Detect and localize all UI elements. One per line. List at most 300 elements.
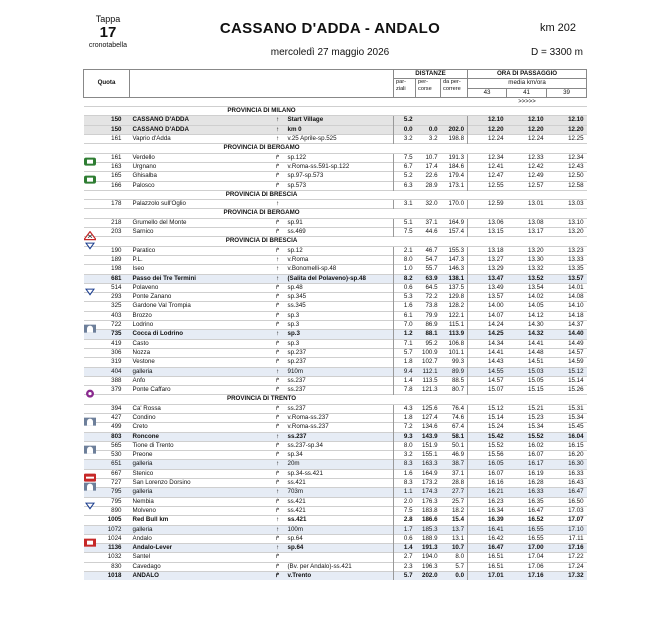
covered-km: 143.9 xyxy=(416,432,441,441)
elevation: 651 xyxy=(84,460,130,469)
elevation: 1018 xyxy=(84,572,130,581)
road: ss.237 xyxy=(286,432,394,441)
remaining-km: 191.3 xyxy=(441,153,468,162)
road: sp.64 xyxy=(286,534,394,543)
location-name: ANDALO xyxy=(130,572,270,581)
remaining-km: 27.7 xyxy=(441,488,468,497)
covered-km: 134.6 xyxy=(416,423,441,432)
covered-km: 95.2 xyxy=(416,339,441,348)
road: ss.421 xyxy=(286,506,394,515)
time-43: 12.55 xyxy=(468,181,507,190)
location-name: Ponte Caffaro xyxy=(130,386,270,395)
location-name: San Lorenzo Dorsino xyxy=(130,479,270,488)
location-name: Ghisalba xyxy=(130,172,270,181)
location-name: Andalo xyxy=(130,534,270,543)
covered-km: 102.7 xyxy=(416,358,441,367)
time-43: 14.25 xyxy=(468,330,507,339)
remaining-km: 101.1 xyxy=(441,348,468,357)
location-name: Lodrino xyxy=(130,321,270,330)
time-39: 15.26 xyxy=(547,386,587,395)
timetable-row xyxy=(84,200,587,209)
direction-icon: ↱ xyxy=(270,162,286,171)
location-name: Grumello del Monte xyxy=(130,218,270,227)
partial-km: 5.3 xyxy=(394,293,416,302)
covered-km: 186.6 xyxy=(416,516,441,525)
direction-icon: ↱ xyxy=(270,441,286,450)
partial-km: 7.5 xyxy=(394,153,416,162)
partial-km: 9.4 xyxy=(394,367,416,376)
location-name: galleria xyxy=(130,460,270,469)
partial-km: 6.7 xyxy=(394,162,416,171)
road: sp.64 xyxy=(286,544,394,553)
elevation: 1024 xyxy=(84,534,130,543)
elevation: 203 xyxy=(84,228,130,237)
gpm-icon xyxy=(84,497,96,506)
partial-km: 8.0 xyxy=(394,441,416,450)
direction-icon: ↱ xyxy=(270,181,286,190)
covered-km: 3.2 xyxy=(416,135,441,144)
time-39: 17.11 xyxy=(547,534,587,543)
time-41: 17.16 xyxy=(507,572,547,581)
partial-km: 1.1 xyxy=(394,488,416,497)
time-43: 12.47 xyxy=(468,172,507,181)
finish-icon xyxy=(84,534,96,543)
time-41: 16.47 xyxy=(507,506,547,515)
time-41: 16.55 xyxy=(507,534,547,543)
timetable-row xyxy=(84,460,587,469)
partial-km: 2.8 xyxy=(394,516,416,525)
direction-icon: ↱ xyxy=(270,386,286,395)
elevation: 530 xyxy=(84,451,130,460)
province-name: PROVINCIA DI BERGAMO xyxy=(130,144,394,153)
covered-km: 79.9 xyxy=(416,311,441,320)
time-41: 14.51 xyxy=(507,358,547,367)
time-39: 13.33 xyxy=(547,255,587,264)
direction-icon: ↑ xyxy=(270,255,286,264)
direction-icon: ↑ xyxy=(270,274,286,283)
time-41: 13.54 xyxy=(507,283,547,292)
partial-km: 0.6 xyxy=(394,534,416,543)
timetable-row xyxy=(84,358,587,367)
time-39: 16.15 xyxy=(547,441,587,450)
covered-km: 188.9 xyxy=(416,534,441,543)
time-39: 13.20 xyxy=(547,228,587,237)
elevation: 1005 xyxy=(84,516,130,525)
time-43: 16.51 xyxy=(468,553,507,562)
elevation: 150 xyxy=(84,125,130,134)
gpm-icon xyxy=(84,237,96,246)
covered-km: 112.1 xyxy=(416,367,441,376)
covered-km xyxy=(416,116,441,125)
time-39: 12.34 xyxy=(547,153,587,162)
remaining-header: da per-correre xyxy=(441,79,468,98)
time-39: 17.16 xyxy=(547,544,587,553)
elevation: 681 xyxy=(84,274,130,283)
flag-icon xyxy=(84,153,96,162)
direction-icon: ↑ xyxy=(270,265,286,274)
time-43: 13.47 xyxy=(468,274,507,283)
road: sp.3 xyxy=(286,339,394,348)
covered-km: 73.8 xyxy=(416,302,441,311)
time-43: 16.23 xyxy=(468,497,507,506)
elevation: 727 xyxy=(84,479,130,488)
remaining-km: 202.0 xyxy=(441,125,468,134)
tunnel-icon xyxy=(84,441,96,450)
elevation: 403 xyxy=(84,311,130,320)
time-43: 16.41 xyxy=(468,525,507,534)
direction-icon: ↱ xyxy=(270,572,286,581)
road: (Salita del Polaveno)-sp.48 xyxy=(286,274,394,283)
direction-icon: ↱ xyxy=(270,172,286,181)
time-43: 14.00 xyxy=(468,302,507,311)
remaining-km: 74.6 xyxy=(441,413,468,422)
covered-km: 32.0 xyxy=(416,200,441,209)
time-39: 16.04 xyxy=(547,432,587,441)
remaining-km: 106.8 xyxy=(441,339,468,348)
time-41: 14.30 xyxy=(507,321,547,330)
stage-number-block xyxy=(78,14,138,51)
province-row xyxy=(84,144,587,153)
covered-km: 164.9 xyxy=(416,469,441,478)
elevation: 1136 xyxy=(84,544,130,553)
location-name: Nozza xyxy=(130,348,270,357)
partial-km: 5.2 xyxy=(394,116,416,125)
time-41: 16.35 xyxy=(507,497,547,506)
elevation: 189 xyxy=(84,255,130,264)
location-name: Stenico xyxy=(130,469,270,478)
timetable-row xyxy=(84,265,587,274)
elevation: 163 xyxy=(84,162,130,171)
partial-km: 1.8 xyxy=(394,413,416,422)
time-39: 14.59 xyxy=(547,358,587,367)
direction-icon: ↱ xyxy=(270,321,286,330)
time-41: 12.42 xyxy=(507,162,547,171)
direction-icon: ↱ xyxy=(270,339,286,348)
elevation: 890 xyxy=(84,506,130,515)
location-name: Iseo xyxy=(130,265,270,274)
time-43: 15.52 xyxy=(468,441,507,450)
time-39: 14.49 xyxy=(547,339,587,348)
elevation: 499 xyxy=(84,423,130,432)
time-39: 12.50 xyxy=(547,172,587,181)
road: v.Roma-ss.237 xyxy=(286,423,394,432)
time-39: 15.12 xyxy=(547,367,587,376)
covered-km: 183.8 xyxy=(416,506,441,515)
partial-km: 2.0 xyxy=(394,497,416,506)
elevation: 319 xyxy=(84,358,130,367)
partial-km: 1.8 xyxy=(394,358,416,367)
time-41: 14.12 xyxy=(507,311,547,320)
partial-km: 9.3 xyxy=(394,432,416,441)
time-39: 16.30 xyxy=(547,460,587,469)
road: (Bv. per Andalo)-ss.421 xyxy=(286,562,394,571)
road: ss.345 xyxy=(286,302,394,311)
location-name: Verdello xyxy=(130,153,270,162)
time-41: 16.55 xyxy=(507,525,547,534)
timetable-row xyxy=(84,116,587,125)
timetable-row xyxy=(84,228,587,237)
partial-km: 3.2 xyxy=(394,451,416,460)
remaining-km: 146.3 xyxy=(441,265,468,274)
location-name: Brozzo xyxy=(130,311,270,320)
timetable-row xyxy=(84,274,587,283)
elevation: 150 xyxy=(84,116,130,125)
times-header: ORA DI PASSAGGIO xyxy=(468,70,587,79)
time-43: 16.07 xyxy=(468,469,507,478)
province-row xyxy=(84,237,587,246)
road: v.Roma xyxy=(286,255,394,264)
partial-km: 6.3 xyxy=(394,181,416,190)
covered-km: 100.9 xyxy=(416,348,441,357)
remaining-km: 115.1 xyxy=(441,321,468,330)
elevation: 795 xyxy=(84,488,130,497)
remaining-km: 137.5 xyxy=(441,283,468,292)
remaining-km: 28.8 xyxy=(441,479,468,488)
location-name: Paratico xyxy=(130,246,270,255)
time-43: 12.59 xyxy=(468,200,507,209)
partial-km: 1.7 xyxy=(394,525,416,534)
time-41: 15.15 xyxy=(507,386,547,395)
covered-km: 55.7 xyxy=(416,265,441,274)
timetable-row xyxy=(84,246,587,255)
time-41: 13.20 xyxy=(507,246,547,255)
timetable-row xyxy=(84,544,587,553)
elevation: 722 xyxy=(84,321,130,330)
covered-km: 151.9 xyxy=(416,441,441,450)
timetable-row xyxy=(84,432,587,441)
remaining-km: 5.7 xyxy=(441,562,468,571)
quota-header: Quota xyxy=(84,70,130,98)
direction-icon: ↱ xyxy=(270,348,286,357)
covered-header: per-corse xyxy=(416,79,441,98)
remaining-km: 164.9 xyxy=(441,218,468,227)
road: ss.237-sp.34 xyxy=(286,441,394,450)
road: sp.237 xyxy=(286,348,394,357)
road: sp.345 xyxy=(286,293,394,302)
remaining-km: 25.7 xyxy=(441,497,468,506)
time-41: 16.28 xyxy=(507,479,547,488)
remaining-km: 10.7 xyxy=(441,544,468,553)
time-39: 14.57 xyxy=(547,348,587,357)
road xyxy=(286,200,394,209)
time-41: 13.17 xyxy=(507,228,547,237)
remaining-km: 129.8 xyxy=(441,293,468,302)
remaining-km: 173.1 xyxy=(441,181,468,190)
time-41: 13.08 xyxy=(507,218,547,227)
elevation: 161 xyxy=(84,153,130,162)
partial-km: 1.6 xyxy=(394,302,416,311)
timetable-row xyxy=(84,386,587,395)
time-39: 16.47 xyxy=(547,488,587,497)
covered-km: 22.6 xyxy=(416,172,441,181)
covered-km: 17.4 xyxy=(416,162,441,171)
stage-label: Tappa xyxy=(95,14,121,24)
timetable-row xyxy=(84,497,587,506)
road: sp.34-ss.421 xyxy=(286,469,394,478)
road: ss.237 xyxy=(286,404,394,413)
elevation-gain: D = 3300 m xyxy=(531,47,583,58)
partial-km: 1.2 xyxy=(394,330,416,339)
timetable xyxy=(83,69,587,580)
direction-icon: ↱ xyxy=(270,469,286,478)
elevation: 735 xyxy=(84,330,130,339)
timetable-row xyxy=(84,376,587,385)
time-41: 12.24 xyxy=(507,135,547,144)
location-name: Palazzolo sull'Oglio xyxy=(130,200,270,209)
timetable-row xyxy=(84,525,587,534)
remaining-km: 37.1 xyxy=(441,469,468,478)
road: 100m xyxy=(286,525,394,534)
elevation: 667 xyxy=(84,469,130,478)
location-name: CASSANO D'ADDA xyxy=(130,116,270,125)
time-41: 16.17 xyxy=(507,460,547,469)
location-name: Tione di Trento xyxy=(130,441,270,450)
direction-icon: ↱ xyxy=(270,553,286,562)
timetable-row xyxy=(84,534,587,543)
road: v.Roma-ss.591-sp.122 xyxy=(286,162,394,171)
remaining-km: 18.2 xyxy=(441,506,468,515)
road: v.Trento xyxy=(286,572,394,581)
time-41: 15.03 xyxy=(507,367,547,376)
partial-km: 8.0 xyxy=(394,255,416,264)
time-41: 15.05 xyxy=(507,376,547,385)
location-name: Creto xyxy=(130,423,270,432)
road xyxy=(286,553,394,562)
direction-icon: ↱ xyxy=(270,358,286,367)
avg-speed-header: media km/ora xyxy=(468,79,587,88)
elevation: 388 xyxy=(84,376,130,385)
direction-icon: ↱ xyxy=(270,246,286,255)
covered-km: 121.3 xyxy=(416,386,441,395)
elevation: 803 xyxy=(84,432,130,441)
remaining-km: 50.1 xyxy=(441,441,468,450)
timetable-row xyxy=(84,172,587,181)
road: sp.34 xyxy=(286,451,394,460)
road: sp.48 xyxy=(286,283,394,292)
stage-date: mercoledì 27 maggio 2026 xyxy=(270,47,390,58)
covered-km: 185.3 xyxy=(416,525,441,534)
direction-icon: ↱ xyxy=(270,228,286,237)
time-43: 13.06 xyxy=(468,218,507,227)
direction-icon: ↑ xyxy=(270,125,286,134)
province-name: PROVINCIA DI MILANO xyxy=(130,107,394,116)
time-41: 16.33 xyxy=(507,488,547,497)
railway-crossing-icon xyxy=(84,228,96,237)
location-name: CASSANO D'ADDA xyxy=(130,125,270,134)
remaining-km: 58.1 xyxy=(441,432,468,441)
time-39: 14.08 xyxy=(547,293,587,302)
remaining-km: 0.0 xyxy=(441,572,468,581)
time-43: 12.24 xyxy=(468,135,507,144)
province-name: PROVINCIA DI BRESCIA xyxy=(130,237,394,246)
covered-km: 194.0 xyxy=(416,553,441,562)
time-41: 12.33 xyxy=(507,153,547,162)
partial-km: 7.1 xyxy=(394,339,416,348)
time-43: 16.21 xyxy=(468,488,507,497)
timetable-row xyxy=(84,553,587,562)
timetable-row xyxy=(84,339,587,348)
remaining-km: 113.9 xyxy=(441,330,468,339)
location-name: Passo dei Tre Termini xyxy=(130,274,270,283)
remaining-km: 128.2 xyxy=(441,302,468,311)
partial-km: 7.5 xyxy=(394,228,416,237)
time-41: 13.32 xyxy=(507,265,547,274)
partial-km: 1.4 xyxy=(394,376,416,385)
time-41: 17.06 xyxy=(507,562,547,571)
time-39: 17.32 xyxy=(547,572,587,581)
time-43: 13.29 xyxy=(468,265,507,274)
direction-icon: ↱ xyxy=(270,497,286,506)
time-43: 15.56 xyxy=(468,451,507,460)
remaining-km: 88.5 xyxy=(441,376,468,385)
time-39: 15.14 xyxy=(547,376,587,385)
elevation: 166 xyxy=(84,181,130,190)
direction-icon: ↑ xyxy=(270,367,286,376)
time-41: 12.10 xyxy=(507,116,547,125)
direction-icon: ↱ xyxy=(270,413,286,422)
elevation: 165 xyxy=(84,172,130,181)
location-name: Roncone xyxy=(130,432,270,441)
covered-km: 127.4 xyxy=(416,413,441,422)
direction-icon: ↱ xyxy=(270,423,286,432)
time-43: 16.47 xyxy=(468,544,507,553)
remaining-km: 38.7 xyxy=(441,460,468,469)
covered-km: 163.3 xyxy=(416,460,441,469)
location-name: Molveno xyxy=(130,506,270,515)
time-39: 13.23 xyxy=(547,246,587,255)
remaining-km: 67.4 xyxy=(441,423,468,432)
covered-km: 37.1 xyxy=(416,218,441,227)
time-43: 14.41 xyxy=(468,348,507,357)
time-43: 14.55 xyxy=(468,367,507,376)
direction-icon: ↑ xyxy=(270,488,286,497)
partial-km: 2.1 xyxy=(394,246,416,255)
road: sp.91 xyxy=(286,218,394,227)
timetable-row xyxy=(84,441,587,450)
time-43: 14.34 xyxy=(468,339,507,348)
cronotabella-label: cronotabella xyxy=(88,42,128,49)
partial-km: 1.0 xyxy=(394,265,416,274)
time-43: 16.39 xyxy=(468,516,507,525)
time-43: 14.07 xyxy=(468,311,507,320)
location-name: Vestone xyxy=(130,358,270,367)
covered-km: 63.9 xyxy=(416,274,441,283)
road: ss.237 xyxy=(286,376,394,385)
partial-km: 7.5 xyxy=(394,506,416,515)
road: 910m xyxy=(286,367,394,376)
time-43: 16.05 xyxy=(468,460,507,469)
time-41: 16.02 xyxy=(507,441,547,450)
elevation: 1072 xyxy=(84,525,130,534)
direction-icon: ↱ xyxy=(270,283,286,292)
time-43: 12.41 xyxy=(468,162,507,171)
partial-km: 7.8 xyxy=(394,386,416,395)
time-43: 12.10 xyxy=(468,116,507,125)
location-name: Polaveno xyxy=(130,283,270,292)
direction-icon: ↑ xyxy=(270,330,286,339)
covered-km: 88.1 xyxy=(416,330,441,339)
direction-icon: ↱ xyxy=(270,451,286,460)
time-43: 16.42 xyxy=(468,534,507,543)
province-name: PROVINCIA DI BERGAMO xyxy=(130,209,394,218)
timetable-row xyxy=(84,413,587,422)
speed-39-header: 39 xyxy=(547,88,587,97)
location-name: Casto xyxy=(130,339,270,348)
time-39: 14.18 xyxy=(547,311,587,320)
time-39: 12.10 xyxy=(547,116,587,125)
covered-km: 173.2 xyxy=(416,479,441,488)
elevation: 190 xyxy=(84,246,130,255)
